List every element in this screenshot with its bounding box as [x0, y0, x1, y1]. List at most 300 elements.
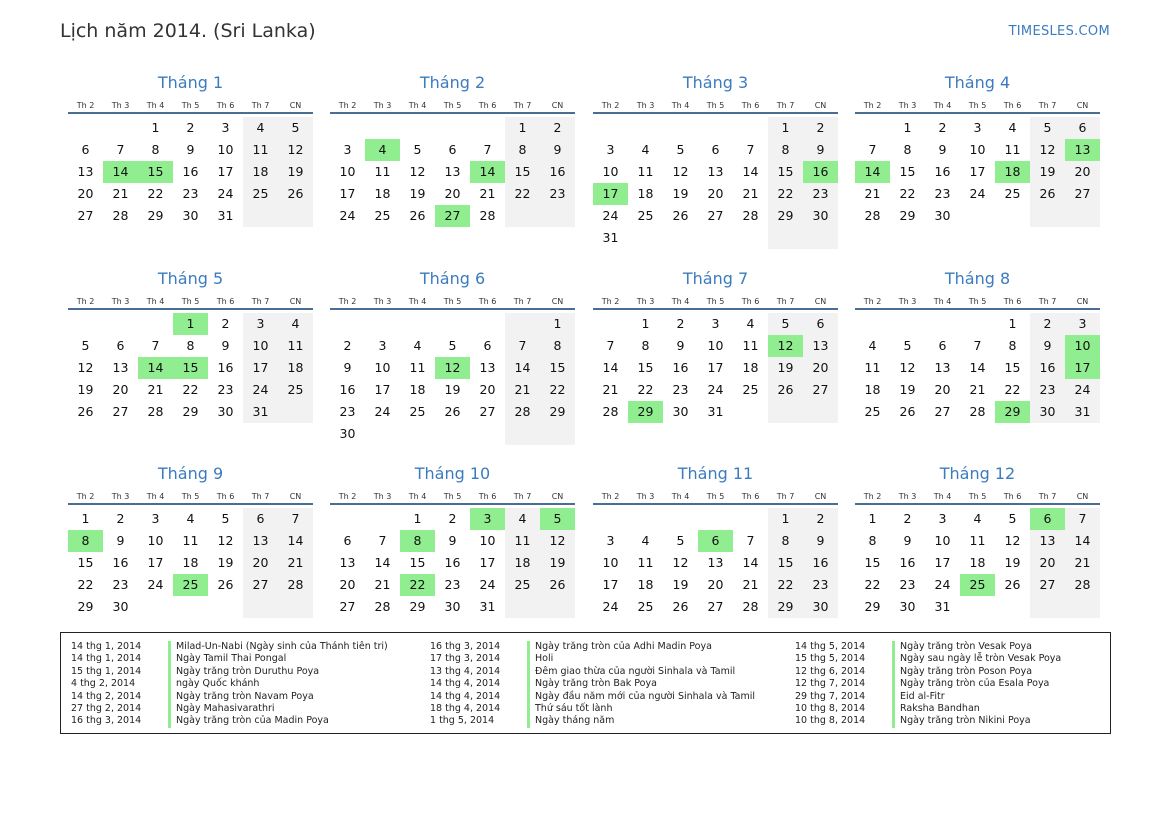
- day-cell: 9: [903, 533, 912, 548]
- holiday-day-cell: 14: [138, 357, 173, 379]
- holiday-day-cell: 6: [1030, 508, 1065, 530]
- day-cell: 24: [479, 577, 496, 592]
- legend-row: [61, 715, 388, 727]
- day-cell: 15: [77, 555, 94, 570]
- day-cell: 3: [243, 313, 278, 335]
- day-cell: 3: [151, 511, 160, 526]
- weekday-label: Th 7: [251, 297, 270, 306]
- legend-date: 18 thg 4, 2014: [430, 702, 501, 714]
- empty-day-cell: [400, 117, 435, 139]
- day-grid: [68, 117, 313, 227]
- day-cell: 14: [1065, 530, 1100, 552]
- day-cell: 2: [343, 338, 352, 353]
- day-cell: 28: [969, 404, 986, 419]
- empty-day-cell: [68, 313, 103, 335]
- day-cell: 17: [602, 577, 619, 592]
- legend-row: [785, 678, 1061, 690]
- day-cell: 9: [540, 139, 575, 161]
- day-cell: 25: [864, 404, 881, 419]
- day-cell: 15: [768, 161, 803, 183]
- weekday-label: Th 5: [443, 101, 462, 110]
- day-cell: 16: [444, 555, 461, 570]
- legend-holiday-name: Ngày trăng tròn Poson Poya: [892, 666, 1032, 678]
- weekday-label: CN: [814, 101, 827, 110]
- month-calendar: [593, 268, 838, 423]
- day-cell: 22: [899, 186, 916, 201]
- legend-row: [420, 678, 755, 690]
- empty-day-cell: [593, 313, 628, 335]
- day-cell: 11: [742, 338, 759, 353]
- weekday-label: Th 3: [111, 492, 130, 501]
- empty-day-cell: [68, 117, 103, 139]
- day-cell: 11: [243, 139, 278, 161]
- weekday-label: Th 4: [933, 492, 952, 501]
- day-grid: [330, 508, 575, 618]
- day-cell: 24: [147, 577, 164, 592]
- day-cell: 17: [147, 555, 164, 570]
- day-cell: 18: [637, 186, 654, 201]
- legend-holiday-name: Holi: [527, 653, 553, 665]
- day-cell: 5: [1030, 117, 1065, 139]
- weekday-label: Th 5: [443, 297, 462, 306]
- day-grid: [68, 313, 313, 423]
- month-name: Tháng 7: [682, 269, 749, 288]
- empty-day-cell: [278, 401, 313, 423]
- holiday-day-cell: 16: [803, 161, 838, 183]
- legend-holiday-name: Ngày Tamil Thai Pongal: [168, 653, 286, 665]
- day-cell: 6: [448, 142, 457, 157]
- empty-day-cell: [663, 227, 698, 249]
- month-calendar: [855, 72, 1100, 227]
- day-cell: 28: [742, 599, 759, 614]
- day-cell: 12: [1004, 533, 1021, 548]
- legend-date: 10 thg 8, 2014: [795, 715, 866, 727]
- day-cell: 10: [243, 335, 278, 357]
- day-cell: 19: [540, 552, 575, 574]
- day-cell: 18: [182, 555, 199, 570]
- day-cell: 4: [746, 316, 755, 331]
- day-cell: 23: [112, 577, 129, 592]
- weekday-label: Th 2: [601, 492, 620, 501]
- day-cell: 17: [707, 360, 724, 375]
- day-cell: 3: [343, 142, 352, 157]
- legend-holiday-name: Ngày trăng tròn Nikini Poya: [892, 715, 1031, 727]
- legend-holiday-name: Ngày trăng tròn Bak Poya: [527, 678, 657, 690]
- weekday-label: Th 2: [338, 101, 357, 110]
- day-cell: 22: [768, 183, 803, 205]
- day-cell: 4: [1008, 120, 1017, 135]
- empty-day-cell: [803, 227, 838, 249]
- day-cell: 8: [903, 142, 912, 157]
- day-cell: 2: [1030, 313, 1065, 335]
- day-cell: 23: [182, 186, 199, 201]
- day-cell: 21: [278, 552, 313, 574]
- empty-day-cell: [960, 596, 995, 618]
- day-cell: 6: [1065, 117, 1100, 139]
- empty-day-cell: [925, 313, 960, 335]
- day-cell: 5: [278, 117, 313, 139]
- day-cell: 16: [934, 164, 951, 179]
- day-cell: 28: [1065, 574, 1100, 596]
- day-cell: 21: [864, 186, 881, 201]
- day-cell: 3: [973, 120, 982, 135]
- empty-day-cell: [698, 117, 733, 139]
- day-cell: 15: [864, 555, 881, 570]
- weekday-label: Th 5: [968, 492, 987, 501]
- day-cell: 16: [217, 360, 234, 375]
- legend-row: [785, 653, 1061, 665]
- empty-day-cell: [540, 423, 575, 445]
- month-calendar: [68, 268, 313, 423]
- legend-row: [785, 691, 1061, 703]
- day-grid: [855, 313, 1100, 423]
- weekday-label: Th 6: [216, 297, 235, 306]
- day-cell: 27: [112, 404, 129, 419]
- day-cell: 3: [711, 316, 720, 331]
- empty-day-cell: [733, 401, 768, 423]
- empty-day-cell: [505, 596, 540, 618]
- weekday-label: Th 7: [776, 492, 795, 501]
- day-cell: 19: [217, 555, 234, 570]
- month-name: Tháng 12: [939, 464, 1016, 483]
- weekday-label: Th 2: [76, 297, 95, 306]
- day-cell: 27: [339, 599, 356, 614]
- empty-day-cell: [400, 423, 435, 445]
- day-cell: 22: [540, 379, 575, 401]
- day-cell: 14: [742, 164, 759, 179]
- day-cell: 1: [151, 120, 160, 135]
- day-cell: 19: [672, 577, 689, 592]
- day-grid: [855, 508, 1100, 618]
- weekday-label: Th 3: [373, 101, 392, 110]
- day-cell: 17: [217, 164, 234, 179]
- calendar-grid: [68, 72, 1102, 624]
- weekday-label: Th 6: [216, 101, 235, 110]
- empty-day-cell: [698, 227, 733, 249]
- day-cell: 3: [221, 120, 230, 135]
- legend-row: [61, 691, 388, 703]
- day-cell: 25: [1004, 186, 1021, 201]
- empty-day-cell: [505, 205, 540, 227]
- legend-holiday-name: Ngày trăng tròn của Esala Poya: [892, 678, 1049, 690]
- day-cell: 4: [278, 313, 313, 335]
- day-grid: [593, 508, 838, 618]
- day-cell: 11: [505, 530, 540, 552]
- day-cell: 14: [602, 360, 619, 375]
- holiday-day-cell: 17: [593, 183, 628, 205]
- holiday-day-cell: 4: [365, 139, 400, 161]
- day-cell: 28: [112, 208, 129, 223]
- weekday-label: Th 4: [671, 297, 690, 306]
- day-cell: 6: [938, 338, 947, 353]
- weekday-label: Th 2: [601, 297, 620, 306]
- day-cell: 5: [1008, 511, 1017, 526]
- weekday-label: Th 4: [408, 101, 427, 110]
- day-cell: 23: [217, 382, 234, 397]
- weekday-label: Th 3: [373, 492, 392, 501]
- day-cell: 11: [409, 360, 426, 375]
- day-cell: 5: [81, 338, 90, 353]
- day-cell: 9: [448, 533, 457, 548]
- day-cell: 31: [602, 230, 619, 245]
- weekday-label: CN: [814, 492, 827, 501]
- day-cell: 26: [672, 208, 689, 223]
- holiday-day-cell: 8: [68, 530, 103, 552]
- weekday-label: Th 6: [741, 297, 760, 306]
- day-cell: 13: [112, 360, 129, 375]
- empty-day-cell: [733, 508, 768, 530]
- weekday-label: Th 4: [671, 101, 690, 110]
- weekday-label: CN: [551, 297, 564, 306]
- day-cell: 18: [374, 186, 391, 201]
- weekday-label: Th 5: [968, 101, 987, 110]
- day-cell: 15: [637, 360, 654, 375]
- empty-day-cell: [1065, 205, 1100, 227]
- day-cell: 8: [641, 338, 650, 353]
- legend-row: [420, 703, 755, 715]
- day-cell: 18: [864, 382, 881, 397]
- legend-date: 29 thg 7, 2014: [795, 690, 866, 702]
- day-cell: 12: [540, 530, 575, 552]
- day-cell: 23: [444, 577, 461, 592]
- month-name: Tháng 1: [157, 73, 224, 92]
- legend-row: [61, 666, 388, 678]
- brand-link[interactable]: TIMESLES.COM: [1008, 24, 1110, 39]
- day-cell: 16: [182, 164, 199, 179]
- day-cell: 4: [413, 338, 422, 353]
- day-cell: 30: [112, 599, 129, 614]
- day-cell: 8: [186, 338, 195, 353]
- day-cell: 11: [969, 533, 986, 548]
- weekday-label: CN: [814, 297, 827, 306]
- day-cell: 19: [77, 382, 94, 397]
- legend-row: [420, 666, 755, 678]
- day-cell: 10: [217, 142, 234, 157]
- day-cell: 21: [602, 382, 619, 397]
- day-cell: 18: [505, 552, 540, 574]
- day-cell: 26: [540, 574, 575, 596]
- weekday-label: Th 2: [863, 297, 882, 306]
- day-cell: 3: [378, 338, 387, 353]
- day-cell: 13: [479, 360, 496, 375]
- day-cell: 30: [934, 208, 951, 223]
- legend-date: 14 thg 5, 2014: [795, 641, 866, 652]
- empty-day-cell: [138, 596, 173, 618]
- day-cell: 5: [768, 313, 803, 335]
- day-cell: 29: [409, 599, 426, 614]
- day-cell: 7: [746, 142, 755, 157]
- day-cell: 31: [1065, 401, 1100, 423]
- empty-day-cell: [593, 508, 628, 530]
- holiday-day-cell: 25: [960, 574, 995, 596]
- empty-day-cell: [330, 117, 365, 139]
- day-cell: 12: [77, 360, 94, 375]
- day-cell: 21: [505, 379, 540, 401]
- weekday-label: CN: [551, 101, 564, 110]
- empty-day-cell: [855, 117, 890, 139]
- weekday-label: Th 3: [898, 492, 917, 501]
- day-cell: 1: [413, 511, 422, 526]
- day-cell: 13: [339, 555, 356, 570]
- day-cell: 23: [339, 404, 356, 419]
- day-cell: 26: [1004, 577, 1021, 592]
- day-grid: [593, 117, 838, 249]
- weekday-header: [68, 295, 313, 310]
- day-cell: 21: [742, 186, 759, 201]
- legend-row: [420, 641, 755, 653]
- legend-holiday-name: Ngày trăng tròn Navam Poya: [168, 691, 314, 703]
- day-cell: 1: [768, 508, 803, 530]
- legend-holiday-name: ngày Quốc khánh: [168, 678, 259, 690]
- day-cell: 23: [899, 577, 916, 592]
- legend-row: [420, 715, 755, 727]
- weekday-label: Th 3: [111, 297, 130, 306]
- day-cell: 4: [868, 338, 877, 353]
- weekday-label: CN: [289, 101, 302, 110]
- day-cell: 30: [803, 596, 838, 618]
- empty-day-cell: [330, 313, 365, 335]
- day-cell: 22: [505, 183, 540, 205]
- day-cell: 23: [672, 382, 689, 397]
- day-cell: 13: [77, 164, 94, 179]
- day-cell: 6: [243, 508, 278, 530]
- day-cell: 29: [768, 205, 803, 227]
- weekday-label: Th 7: [776, 101, 795, 110]
- day-cell: 20: [77, 186, 94, 201]
- day-cell: 23: [540, 183, 575, 205]
- day-cell: 1: [768, 117, 803, 139]
- day-cell: 16: [112, 555, 129, 570]
- legend-date: 14 thg 2, 2014: [71, 690, 142, 702]
- day-cell: 28: [278, 574, 313, 596]
- day-cell: 4: [641, 533, 650, 548]
- day-cell: 10: [934, 533, 951, 548]
- day-cell: 5: [903, 338, 912, 353]
- legend-holiday-name: Ngày trăng tròn của Adhi Madin Poya: [527, 641, 712, 653]
- legend-holiday-name: Milad-Un-Nabi (Ngày sinh của Thánh tiên tri): [168, 641, 388, 653]
- day-cell: 3: [1065, 313, 1100, 335]
- day-cell: 28: [374, 599, 391, 614]
- day-cell: 1: [868, 511, 877, 526]
- day-cell: 15: [505, 161, 540, 183]
- day-cell: 2: [540, 117, 575, 139]
- weekday-label: CN: [289, 492, 302, 501]
- legend-date: 4 thg 2, 2014: [71, 678, 136, 690]
- empty-day-cell: [768, 401, 803, 423]
- day-cell: 30: [899, 599, 916, 614]
- empty-day-cell: [1065, 596, 1100, 618]
- weekday-label: Th 6: [478, 297, 497, 306]
- day-cell: 20: [707, 577, 724, 592]
- day-grid: [330, 313, 575, 445]
- month-calendar: [68, 72, 313, 227]
- day-cell: 13: [934, 360, 951, 375]
- day-cell: 6: [343, 533, 352, 548]
- day-cell: 17: [969, 164, 986, 179]
- day-cell: 31: [479, 599, 496, 614]
- day-cell: 10: [602, 555, 619, 570]
- empty-day-cell: [698, 508, 733, 530]
- weekday-label: Th 4: [146, 297, 165, 306]
- day-cell: 4: [186, 511, 195, 526]
- holiday-day-cell: 29: [995, 401, 1030, 423]
- weekday-label: Th 6: [216, 492, 235, 501]
- day-cell: 4: [505, 508, 540, 530]
- day-cell: 24: [217, 186, 234, 201]
- day-cell: 8: [505, 139, 540, 161]
- day-cell: 8: [768, 530, 803, 552]
- day-cell: 7: [868, 142, 877, 157]
- empty-day-cell: [208, 596, 243, 618]
- weekday-label: Th 2: [76, 492, 95, 501]
- day-cell: 22: [768, 574, 803, 596]
- legend-date: 14 thg 1, 2014: [71, 653, 142, 665]
- day-cell: 12: [217, 533, 234, 548]
- legend-column: [420, 641, 755, 728]
- weekday-label: Th 5: [706, 492, 725, 501]
- empty-day-cell: [278, 205, 313, 227]
- day-cell: 9: [803, 139, 838, 161]
- empty-day-cell: [733, 117, 768, 139]
- day-cell: 12: [672, 555, 689, 570]
- day-cell: 11: [374, 164, 391, 179]
- legend-date: 27 thg 2, 2014: [71, 702, 142, 714]
- day-cell: 12: [278, 139, 313, 161]
- day-cell: 26: [1030, 183, 1065, 205]
- day-cell: 23: [803, 183, 838, 205]
- weekday-label: Th 5: [181, 297, 200, 306]
- month-calendar: [68, 463, 313, 618]
- day-cell: 27: [1065, 183, 1100, 205]
- day-cell: 7: [378, 533, 387, 548]
- holiday-day-cell: 14: [103, 161, 138, 183]
- empty-day-cell: [365, 313, 400, 335]
- day-cell: 11: [182, 533, 199, 548]
- day-cell: 26: [444, 404, 461, 419]
- day-cell: 10: [147, 533, 164, 548]
- day-cell: 11: [637, 555, 654, 570]
- day-cell: 30: [339, 426, 356, 441]
- weekday-label: CN: [1076, 101, 1089, 110]
- day-cell: 7: [973, 338, 982, 353]
- legend-date: 14 thg 4, 2014: [430, 690, 501, 702]
- day-cell: 18: [637, 577, 654, 592]
- day-cell: 27: [803, 379, 838, 401]
- weekday-label: CN: [1076, 297, 1089, 306]
- day-cell: 7: [151, 338, 160, 353]
- day-cell: 25: [243, 183, 278, 205]
- day-cell: 17: [339, 186, 356, 201]
- month-name: Tháng 11: [677, 464, 754, 483]
- weekday-label: Th 3: [898, 101, 917, 110]
- legend-date: 1 thg 5, 2014: [430, 715, 495, 727]
- day-cell: 22: [1004, 382, 1021, 397]
- weekday-label: Th 7: [251, 492, 270, 501]
- empty-day-cell: [505, 313, 540, 335]
- month-calendar: [593, 463, 838, 618]
- day-cell: 20: [444, 186, 461, 201]
- day-cell: 18: [409, 382, 426, 397]
- day-cell: 24: [1065, 379, 1100, 401]
- weekday-header: [593, 99, 838, 114]
- day-cell: 4: [973, 511, 982, 526]
- empty-day-cell: [960, 205, 995, 227]
- empty-day-cell: [278, 596, 313, 618]
- day-cell: 16: [803, 552, 838, 574]
- day-cell: 23: [803, 574, 838, 596]
- day-cell: 21: [969, 382, 986, 397]
- empty-day-cell: [365, 423, 400, 445]
